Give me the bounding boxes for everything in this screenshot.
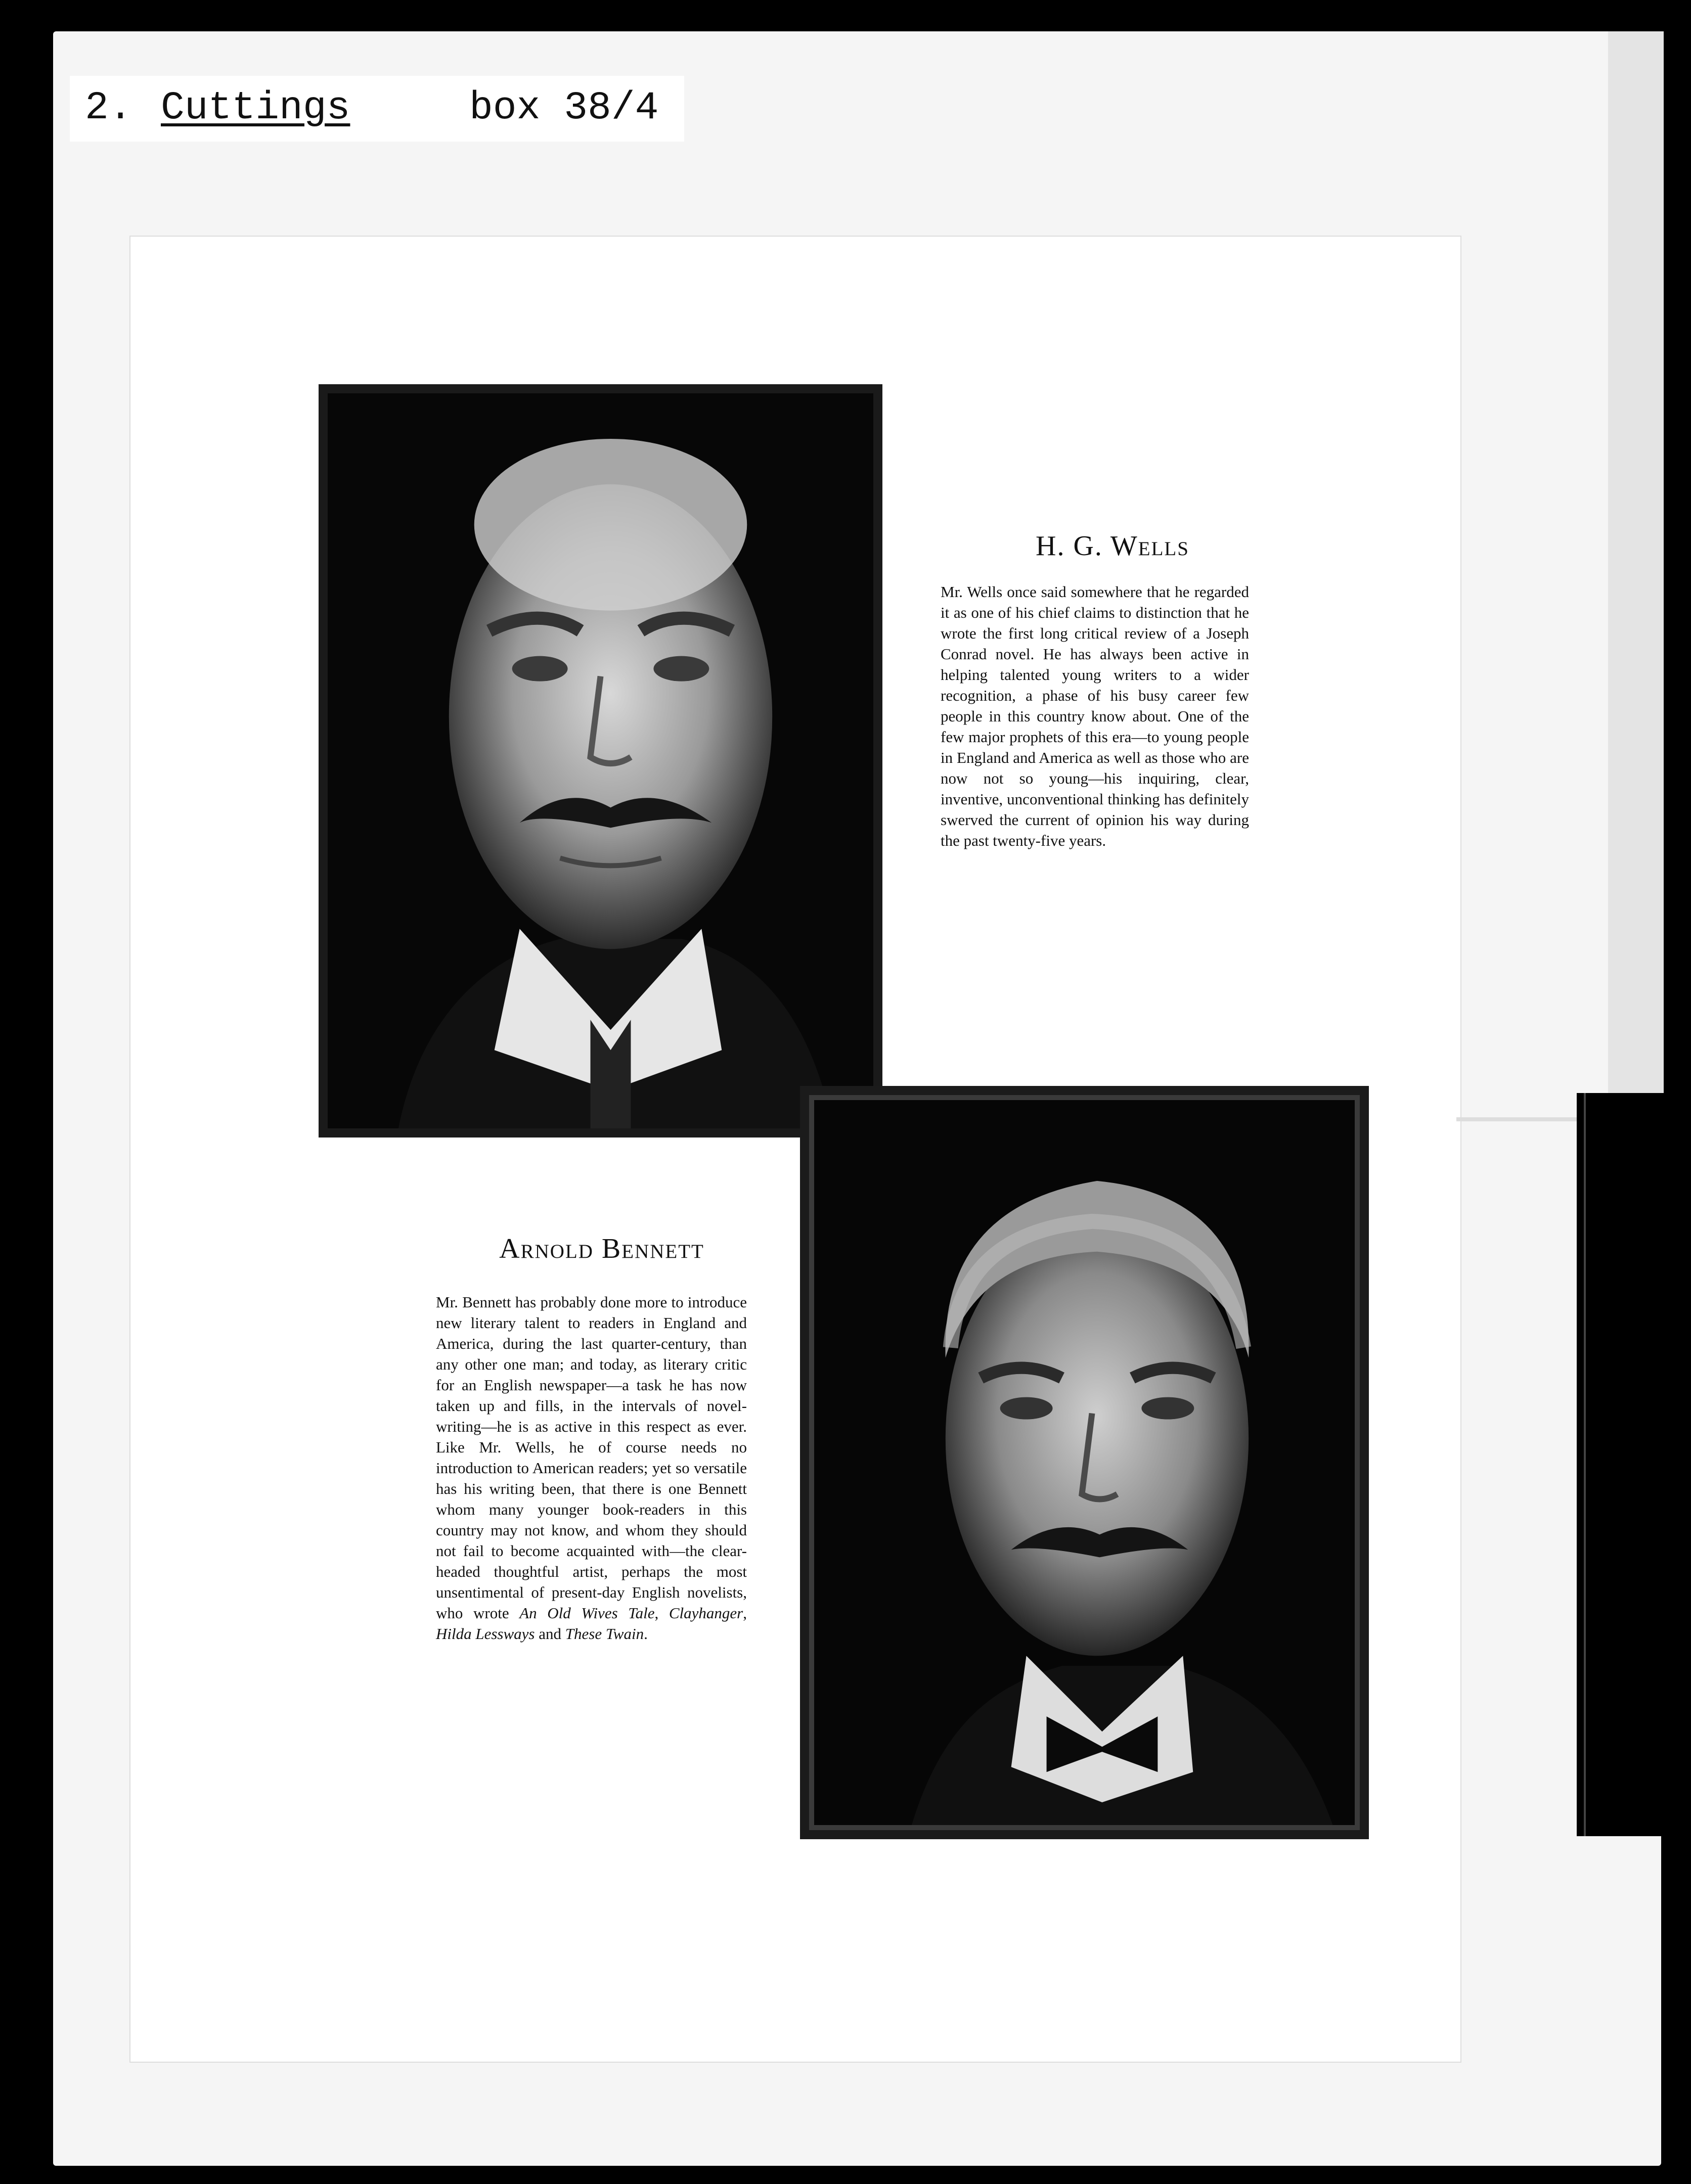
- bennett-portrait: [800, 1086, 1369, 1839]
- book-title-old-wives-tale: An Old Wives Tale: [519, 1604, 655, 1622]
- fold-line: [1456, 1117, 1588, 1121]
- wells-heading: H. G. Wells: [1036, 530, 1189, 562]
- book-title-hilda-lessways: Hilda Lessways: [436, 1625, 535, 1643]
- bennett-caption-text: Mr. Bennett has probably done more to introduce new literary talent to readers in England and America, during the last quarter-century, than any other one man; and today, as literary critic for an English newspaper—a task he has now taken up and fills, in the intervals of novel-writing—he is as active in this respect as ever. Like Mr. Wells, he of course needs no introduction to American readers; yet so versatile has his writing been, that there is one Bennett whom many younger book-readers in this country may not know, and whom they should not fail to become acquainted with—the clear-headed thoughtful artist, perhaps the most unsentimental of present-day English novelists, who wrote: [436, 1293, 747, 1622]
- separator: ,: [743, 1604, 747, 1622]
- archive-label: [70, 76, 684, 142]
- label-box-number: box 38/4: [469, 86, 659, 130]
- book-title-these-twain: These Twain: [565, 1625, 644, 1643]
- separator: and: [535, 1625, 565, 1643]
- background-strip: [1577, 1093, 1663, 1836]
- caption-end: .: [644, 1625, 648, 1643]
- bennett-heading: Arnold Bennett: [499, 1233, 704, 1264]
- wells-caption: Mr. Wells once said somewhere that he regarded it as one of his chief claims to distinction that he wrote the first long critical review of a Joseph Conrad novel. He has always been active in helping talented young writers to a wider recognition, a phase of his busy career few people in this country know about. One of the few major prophets of this era—to young people in England and America as well as those who are now not so young—his inquiring, clear, inventive, unconventional thinking has definitely swerved the current of opinion his way during the past twenty-five years.: [941, 583, 1249, 849]
- bennett-caption: [436, 1292, 747, 1644]
- label-category: Cuttings: [161, 86, 350, 130]
- separator: ,: [654, 1604, 669, 1622]
- bennett-portrait-image: [809, 1095, 1360, 1830]
- book-title-clayhanger: Clayhanger: [669, 1604, 743, 1622]
- wells-portrait-image: [328, 393, 873, 1128]
- wells-portrait: [319, 384, 882, 1138]
- sheet-edge-shadow: [1608, 31, 1664, 1093]
- label-number: 2.: [85, 86, 132, 130]
